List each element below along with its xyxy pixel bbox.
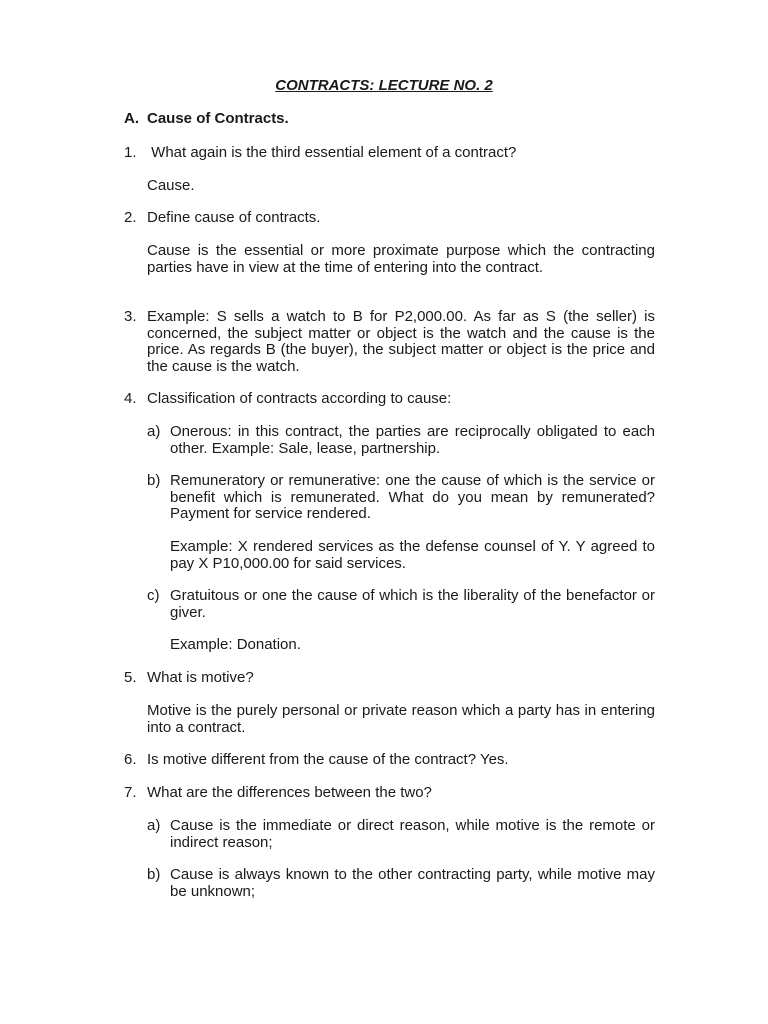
item-text: Classification of contracts according to cause: (147, 390, 452, 407)
item-number: 5. (124, 669, 137, 686)
subitem-letter: a) (147, 423, 161, 440)
item-4c-gratuitous (147, 588, 655, 621)
item-number: 6. (124, 751, 137, 768)
item-text: Define cause of contracts. (147, 209, 321, 226)
subitem-text: Remuneratory or remunerative: one the cause of which is the service or benefit which is remunerated. What do you mean by remunerated? Payment for service rendered. (170, 472, 655, 522)
item-4b-remuneratory (147, 473, 655, 523)
question-2 (124, 210, 655, 227)
lecture-title: CONTRACTS: LECTURE NO. 2 (275, 77, 493, 94)
item-text: What is motive? (147, 669, 254, 686)
item-text: Is motive different from the cause of the contract? Yes. (147, 751, 509, 768)
item-7a-difference (147, 818, 655, 851)
item-text: What are the differences between the two? (147, 784, 432, 801)
item-4c-example: Example: Donation. (170, 636, 301, 653)
item-4b-example: Example: X rendered services as the defense counsel of Y. Y agreed to pay X P10,000.00 for said services. (170, 538, 655, 572)
section-heading-text: Cause of Contracts. (147, 110, 289, 127)
item-text: What again is the third essential element of a contract? (147, 144, 517, 161)
item-number: 2. (124, 209, 137, 226)
subitem-letter: b) (147, 472, 161, 489)
question-1 (124, 145, 655, 162)
item-number: 4. (124, 390, 137, 407)
question-6 (124, 752, 655, 769)
section-a-heading (124, 111, 655, 128)
question-7 (124, 785, 655, 802)
item-number: 1. (124, 144, 137, 161)
question-5 (124, 670, 655, 687)
item-3-example (124, 309, 655, 375)
answer-1: Cause. (147, 177, 195, 194)
subitem-letter: c) (147, 587, 160, 604)
subitem-text: Onerous: in this contract, the parties are reciprocally obligated to each other. Example: Sale, lease, partnership. (170, 423, 655, 457)
subitem-text: Cause is the immediate or direct reason, while motive is the remote or indirect reason; (170, 817, 655, 851)
item-text: Example: S sells a watch to B for P2,000.00. As far as S (the seller) is concerned, the subject matter or object is the watch and the cause is the price. As regards B (the buyer), the subject matter or object is the price and the cause is the watch. (147, 308, 655, 375)
item-number: 7. (124, 784, 137, 801)
item-7b-difference (147, 867, 655, 900)
answer-2: Cause is the essential or more proximate purpose which the contracting parties have in view at the time of entering into the contract. (147, 242, 655, 276)
subitem-letter: a) (147, 817, 161, 834)
subitem-text: Gratuitous or one the cause of which is the liberality of the benefactor or giver. (170, 587, 655, 621)
subitem-letter: b) (147, 866, 161, 883)
item-4a-onerous (147, 424, 655, 457)
item-4-classification (124, 391, 655, 408)
section-marker: A. (124, 110, 139, 127)
answer-5: Motive is the purely personal or private reason which a party has in entering into a contract. (147, 702, 655, 736)
subitem-text: Cause is always known to the other contracting party, while motive may be unknown; (170, 866, 655, 900)
item-number: 3. (124, 308, 137, 325)
